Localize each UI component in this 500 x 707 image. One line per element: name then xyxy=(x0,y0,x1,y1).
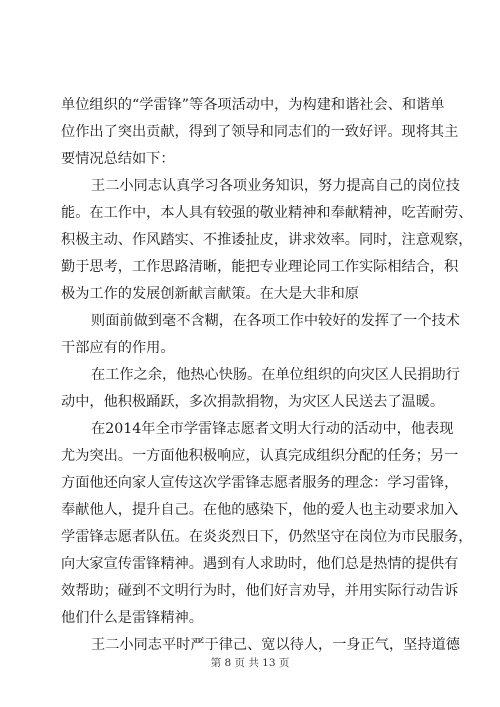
text-line: 他们什么是雷锋精神。 xyxy=(61,610,203,626)
text-line: 尤为突出。一方面他积极响应，认真完成组织分配的任务；另一 xyxy=(61,448,459,464)
document-body xyxy=(61,92,473,659)
text-line: 能。在工作中，本人具有较强的敬业精神和奉献精神，吃苦耐劳、 xyxy=(61,205,473,221)
text-line: 勤于思考，工作思路清晰，能把专业理论同工作实际相结合，积 xyxy=(61,259,459,275)
text-line: 动中，他积极踊跃，多次捐款捐物，为灾区人民送去了温暖。 xyxy=(61,394,445,410)
text-line: 在工作之余，他热心快肠。在单位组织的向灾区人民捐助行 xyxy=(91,367,460,383)
text-line: 在2014年全市学雷锋志愿者文明大行动的活动中，他表现 xyxy=(91,421,454,437)
text-line: 积极主动、作风踏实、不推诿扯皮，讲求效率。同时，注意观察， xyxy=(61,232,473,248)
text-line: 王二小同志认真学习各项业务知识，努力提高自己的岗位技 xyxy=(91,178,460,194)
text-line: 极为工作的发展创新献言献策。在大是大非和原 xyxy=(61,286,359,302)
text-line: 学雷锋志愿者队伍。在炎炎烈日下，仍然坚守在岗位为市民服务， xyxy=(61,529,473,545)
text-line: 向大家宣传雷锋精神。遇到有人求助时，他们总是热情的提供有 xyxy=(61,556,459,572)
text-line: 则面前做到毫不含糊，在各项工作中较好的发挥了一个技术 xyxy=(91,313,460,329)
text-line: 干部应有的作用。 xyxy=(61,340,175,356)
text-line: 王二小同志平时严于律己、宽以待人，一身正气，坚持道德 xyxy=(91,637,460,653)
text-line: 效帮助；碰到不文明行为时，他们好言劝导，并用实际行动告诉 xyxy=(61,583,459,599)
page-number-footer: 第 8 页 共 13 页 xyxy=(210,657,290,669)
text-line: 单位组织的“学雷锋”等各项活动中，为构建和谐社会、和谐单 xyxy=(61,97,445,113)
text-line: 位作出了突出贡献，得到了领导和同志们的一致好评。现将其主 xyxy=(61,124,459,140)
text-line: 奉献他人，提升自己。在他的感染下，他的爱人也主动要求加入 xyxy=(61,502,459,518)
text-line: 方面他还向家人宣传这次学雷锋志愿者服务的理念：学习雷锋， xyxy=(61,475,459,491)
text-line: 要情况总结如下： xyxy=(61,151,175,167)
